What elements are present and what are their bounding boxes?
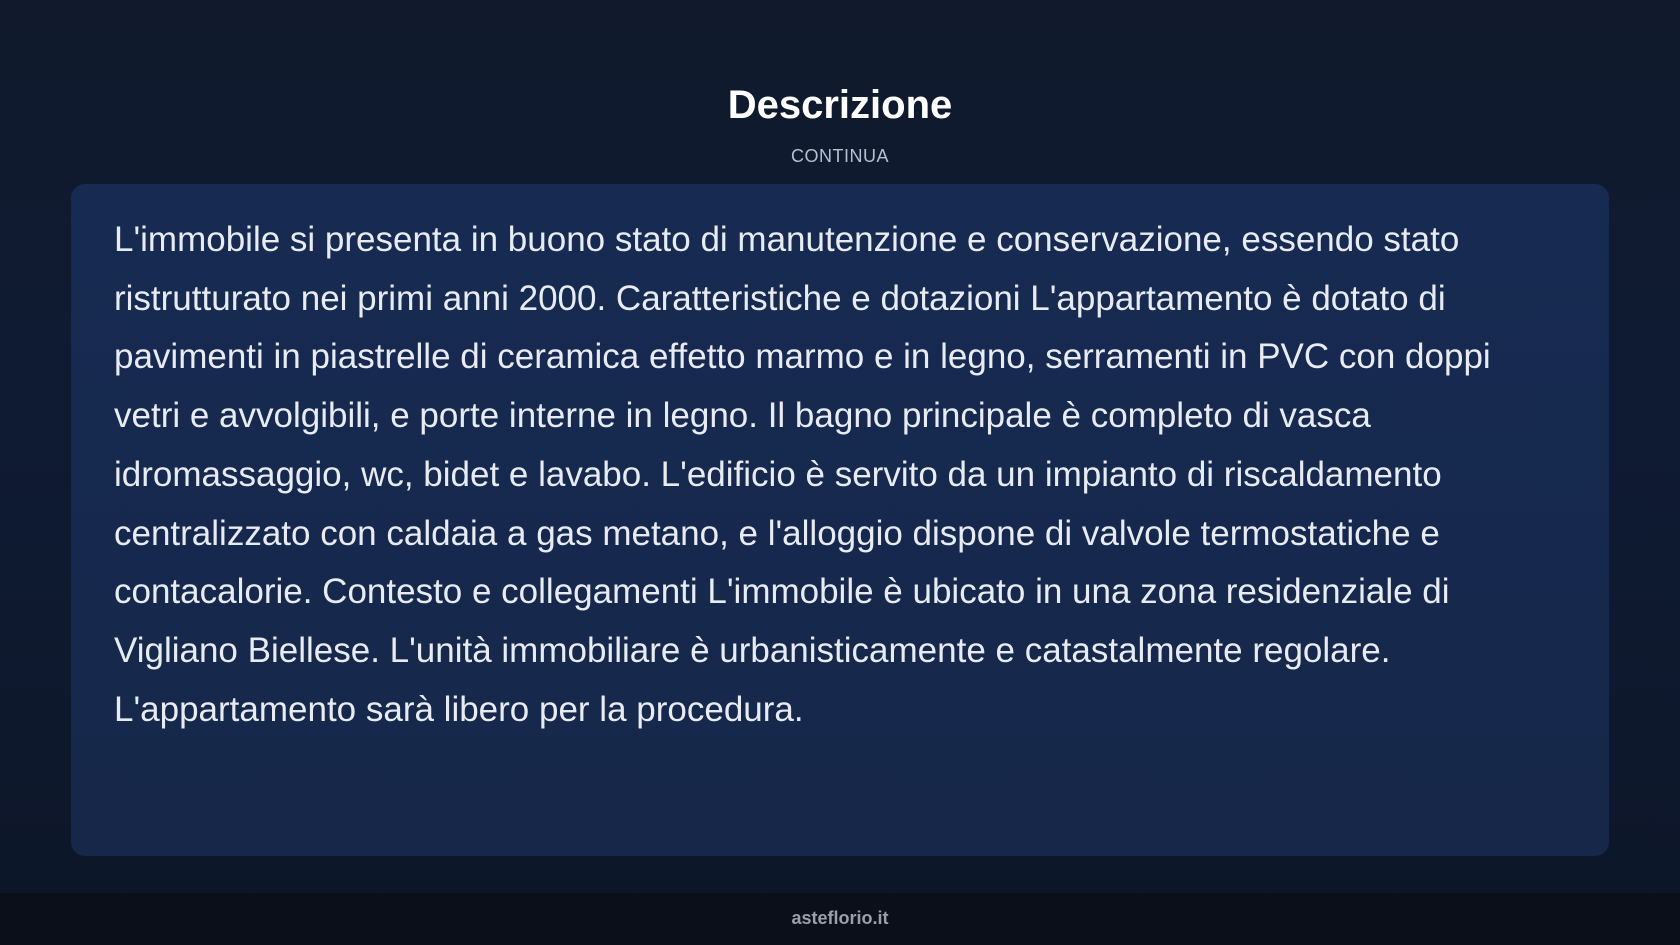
page-subtitle: CONTINUA	[791, 146, 889, 166]
footer	[0, 893, 1680, 945]
page-title: Descrizione	[727, 83, 953, 127]
description-card	[71, 184, 1609, 856]
description-text: L'immobile si presenta in buono stato di manutenzione e conservazione, essendo stato ristrutturato nei primi anni 2000. Caratteristiche e dotazioni L'appartamento è dotato di pavimenti in piastrelle di ceramica effetto marmo e in legno, serramenti in PVC con doppi vetri e avvolgibili, e porte interne in legno. Il bagno principale è completo di vasca idromassaggio, wc, bidet e lavabo. L'edificio è servito da un impianto di riscaldamento centralizzato con caldaia a gas metano, e l'alloggio dispone di valvole termostatiche e contacalorie. Contesto e collegamenti L'immobile è ubicato in una zona residenziale di Vigliano Biellese. L'unità immobiliare è urbanisticamente e catastalmente regolare. L'appartamento sarà libero per la procedura.	[114, 220, 1491, 729]
footer-site-label: asteflorio.it	[791, 908, 889, 928]
